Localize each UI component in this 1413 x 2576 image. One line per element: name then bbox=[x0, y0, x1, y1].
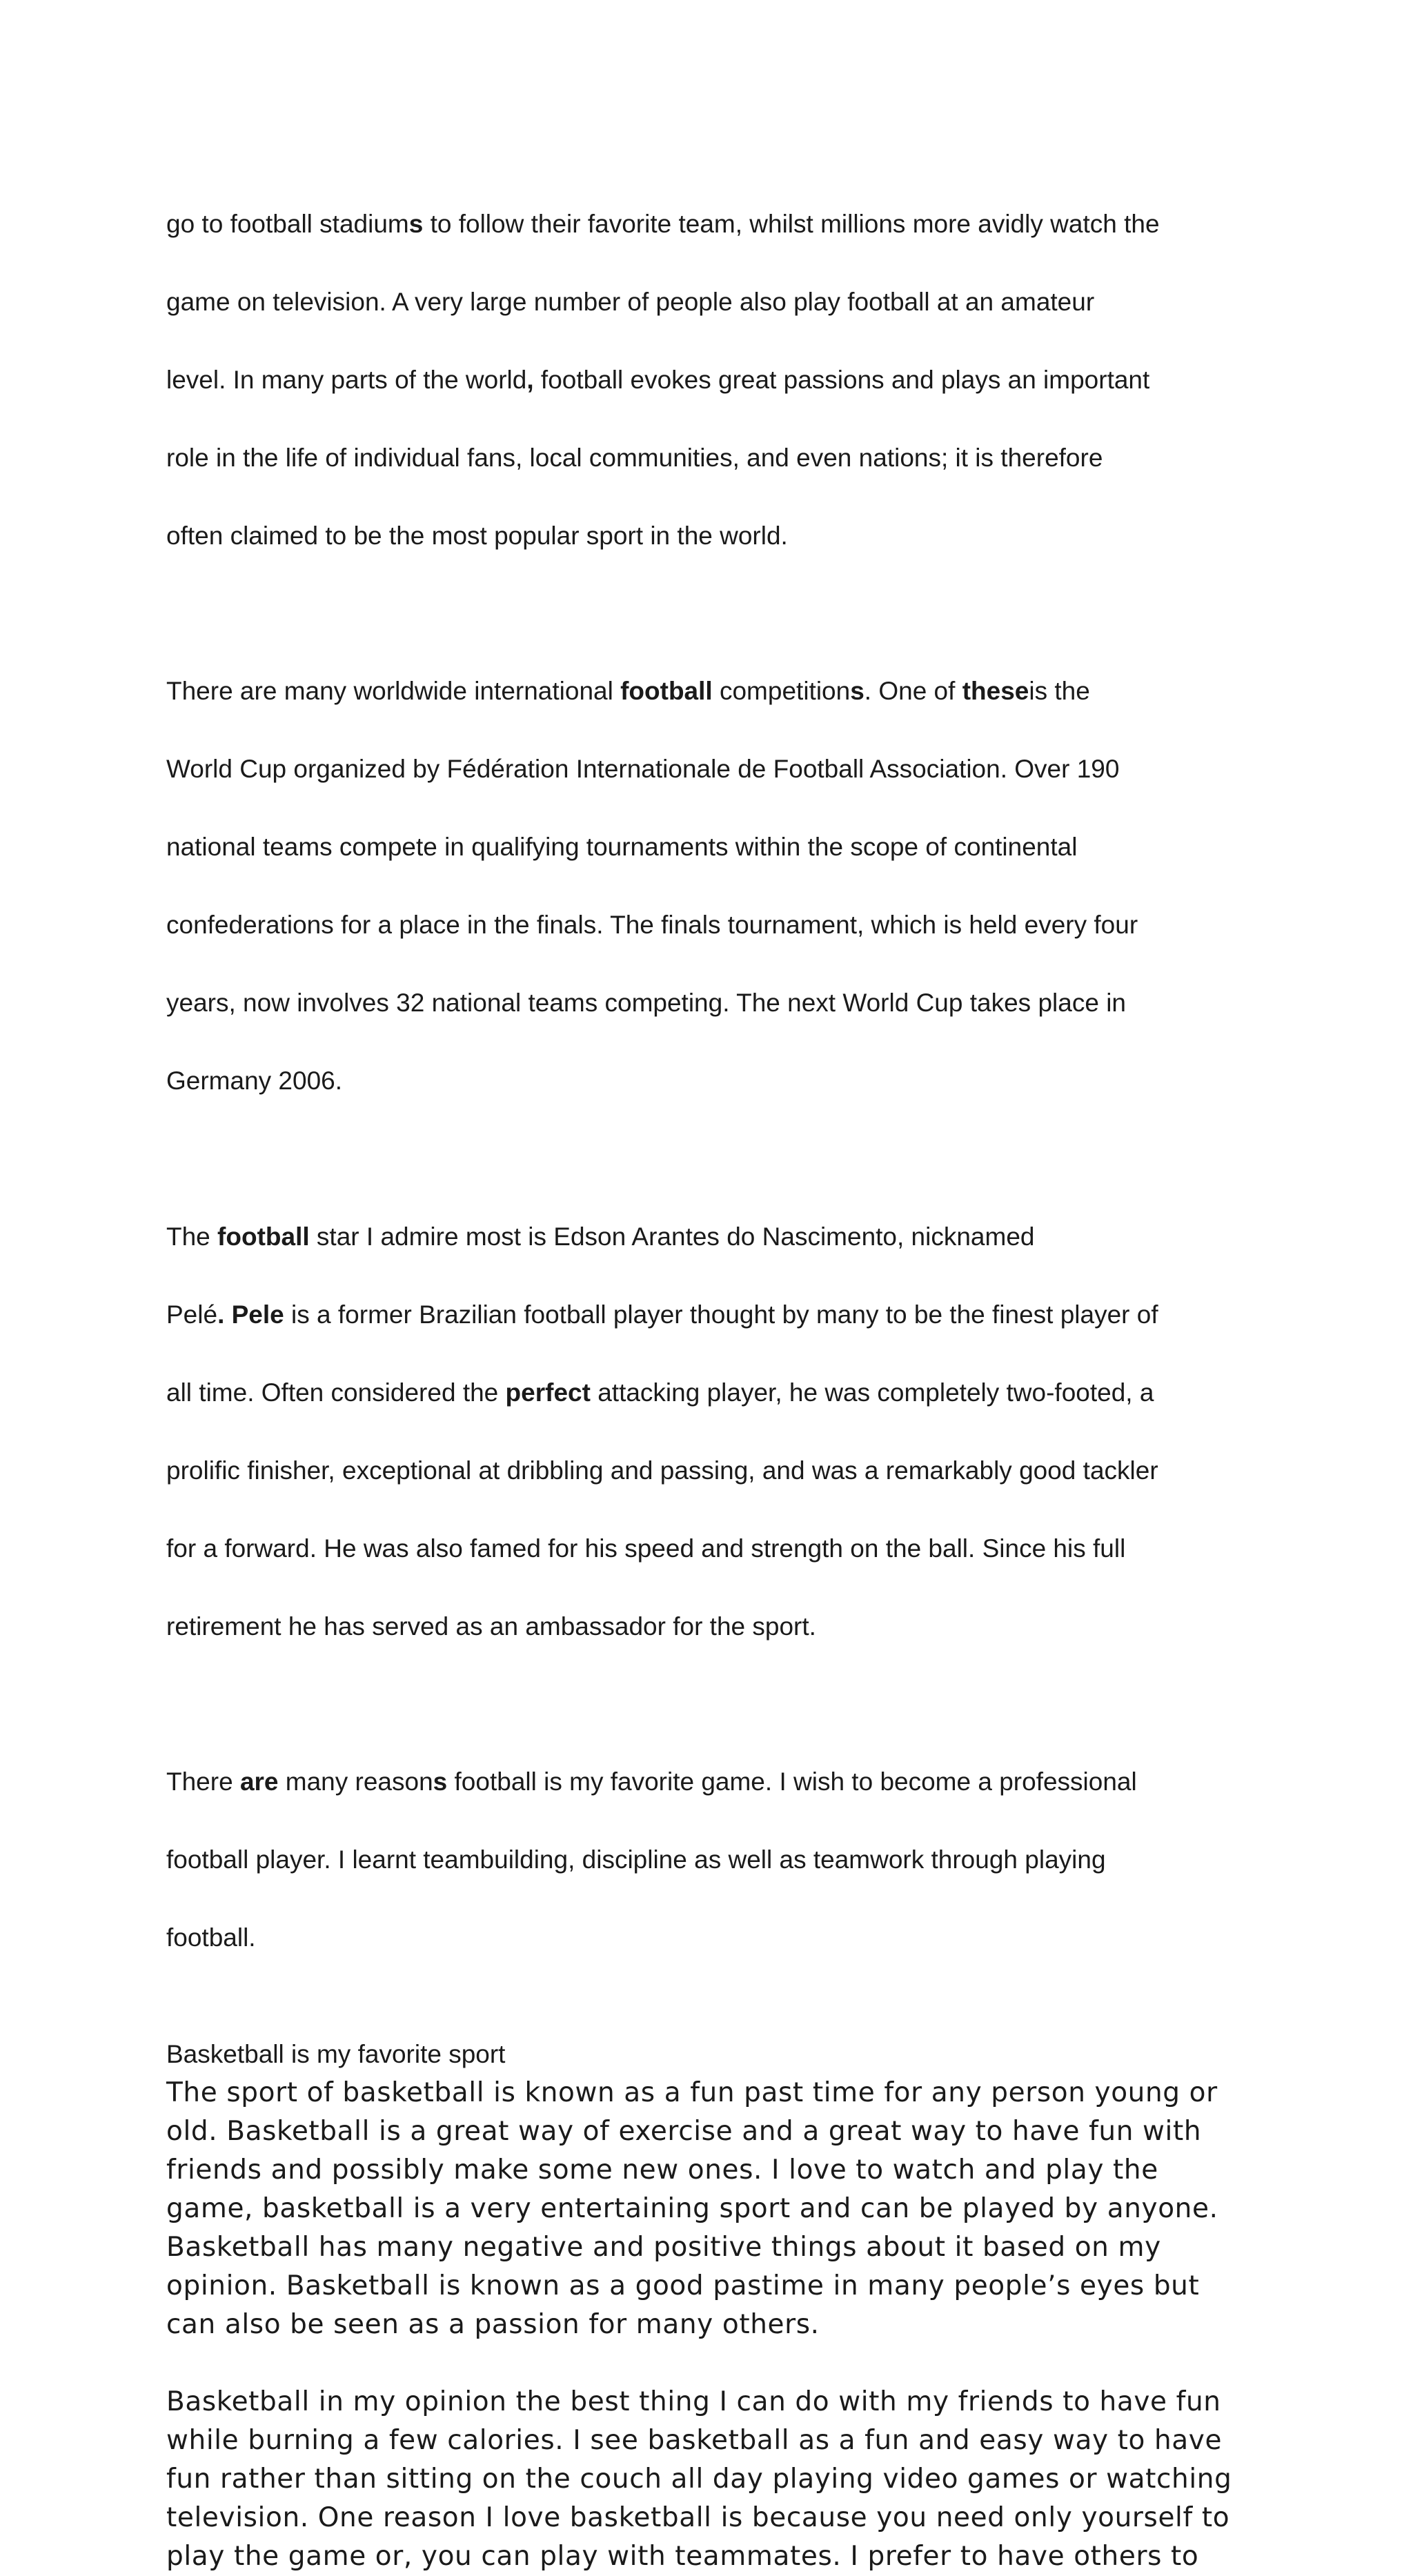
text-run: football evokes great passions and plays an important bbox=[533, 365, 1150, 394]
text-run: The bbox=[166, 1222, 218, 1251]
bold-run: football bbox=[620, 677, 713, 705]
bold-run: s bbox=[850, 677, 864, 705]
text-run: Pelé bbox=[166, 1300, 218, 1329]
paragraph-gap bbox=[166, 595, 1256, 633]
text-run: go to football stadium bbox=[166, 209, 409, 238]
bold-run: s bbox=[433, 1767, 448, 1796]
text-line: old. Basketball is a great way of exercise and a great way to have fun with bbox=[166, 2116, 1202, 2147]
text-line: play the game or, you can play with teammates. I prefer to have others to bbox=[166, 2541, 1199, 2572]
text-line bbox=[166, 205, 1256, 244]
text-line bbox=[166, 1218, 1256, 1257]
paragraph-pele bbox=[166, 1178, 1256, 1685]
text-line: while burning a few calories. I see basketball as a fun and easy way to have bbox=[166, 2425, 1223, 2456]
text-line bbox=[166, 1763, 1256, 1802]
text-line: World Cup organized by Fédération Internationale de Football Association. Over 190 bbox=[166, 755, 1120, 783]
text-run: . One of bbox=[864, 677, 962, 705]
text-line: prolific finisher, exceptional at dribbling and passing, and was a remarkably good tackler bbox=[166, 1456, 1158, 1485]
text-line: Germany 2006. bbox=[166, 1067, 343, 1095]
paragraph-gap bbox=[166, 1997, 1256, 2035]
text-line bbox=[166, 1296, 1256, 1335]
bold-run: s bbox=[408, 209, 424, 238]
text-line: years, now involves 32 national teams competing. The next World Cup takes place in bbox=[166, 989, 1126, 1017]
text-run: is a former Brazilian football player thought by many to be the finest player of bbox=[284, 1300, 1158, 1329]
text-run: all time. Often considered the bbox=[166, 1378, 506, 1407]
text-line bbox=[166, 672, 1256, 711]
text-line bbox=[166, 1374, 1256, 1413]
text-line: confederations for a place in the finals. The finals tournament, which is held every four bbox=[166, 911, 1138, 939]
paragraph-gap bbox=[166, 2344, 1256, 2383]
bold-run: are bbox=[239, 1767, 279, 1796]
text-line: can also be seen as a passion for many others. bbox=[166, 2309, 820, 2340]
text-line: game on television. A very large number of people also play football at an amateur bbox=[166, 287, 1095, 316]
bold-run: . Pele bbox=[217, 1300, 284, 1329]
paragraph-football-intro bbox=[166, 166, 1256, 595]
text-run: many reason bbox=[278, 1767, 433, 1796]
paragraph-basketball-intro bbox=[166, 2074, 1256, 2344]
text-run: star I admire most is Edson Arantes do Nascimento, nicknamed bbox=[309, 1222, 1035, 1251]
text-line: often claimed to be the most popular sport in the world. bbox=[166, 521, 788, 550]
text-run: level. In many parts of the world bbox=[166, 365, 527, 394]
text-line: fun rather than sitting on the couch all day playing video games or watching bbox=[166, 2464, 1232, 2495]
text-line bbox=[166, 361, 1256, 400]
text-run: is the bbox=[1029, 677, 1090, 705]
text-run: attacking player, he was completely two-footed, a bbox=[590, 1378, 1154, 1407]
text-line: football player. I learnt teambuilding, discipline as well as teamwork through playing bbox=[166, 1845, 1106, 1874]
document-page bbox=[166, 166, 1256, 2576]
paragraph-gap bbox=[166, 1140, 1256, 1178]
text-line: game, basketball is a very entertaining sport and can be played by anyone. bbox=[166, 2193, 1218, 2224]
bold-run: these bbox=[962, 677, 1029, 705]
text-run: competition bbox=[712, 677, 851, 705]
text-run: football is my favorite game. I wish to become a professional bbox=[447, 1767, 1137, 1796]
paragraph-basketball-friends bbox=[166, 2383, 1256, 2576]
text-line: Basketball has many negative and positive things about it based on my bbox=[166, 2232, 1161, 2263]
text-line: role in the life of individual fans, local communities, and even nations; it is therefore bbox=[166, 443, 1103, 472]
text-line: retirement he has served as an ambassador for the sport. bbox=[166, 1612, 816, 1641]
text-line: television. One reason I love basketball is because you need only yourself to bbox=[166, 2502, 1230, 2533]
bold-run: , bbox=[526, 365, 534, 394]
text-line: Basketball in my opinion the best thing I can do with my friends to have fun bbox=[166, 2386, 1221, 2417]
paragraph-gap bbox=[166, 1685, 1256, 1724]
text-line: football. bbox=[166, 1923, 256, 1952]
text-run: There bbox=[166, 1767, 240, 1796]
bold-run: perfect bbox=[505, 1378, 591, 1407]
text-run: There are many worldwide international bbox=[166, 677, 621, 705]
text-line: The sport of basketball is known as a fun past time for any person young or bbox=[166, 2077, 1218, 2108]
text-line: for a forward. He was also famed for his speed and strength on the ball. Since his full bbox=[166, 1534, 1126, 1563]
section-heading-basketball: Basketball is my favorite sport bbox=[166, 2040, 506, 2068]
paragraph-reasons bbox=[166, 1724, 1256, 1997]
text-line: friends and possibly make some new ones. I love to watch and play the bbox=[166, 2154, 1158, 2186]
text-line: national teams compete in qualifying tournaments within the scope of continental bbox=[166, 833, 1078, 861]
text-line: opinion. Basketball is known as a good pastime in many people’s eyes but bbox=[166, 2270, 1200, 2301]
text-run: to follow their favorite team, whilst millions more avidly watch the bbox=[423, 209, 1160, 238]
paragraph-world-cup bbox=[166, 633, 1256, 1140]
bold-run: football bbox=[217, 1222, 310, 1251]
